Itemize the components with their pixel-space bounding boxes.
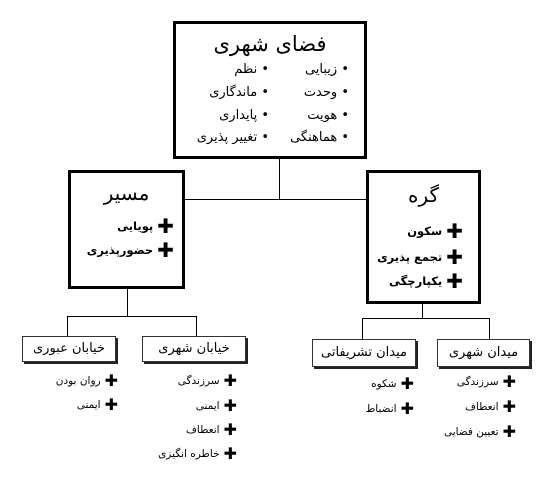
leaf-item-label: انضباط bbox=[365, 403, 397, 415]
gereh-item-row bbox=[407, 221, 463, 241]
root-item-hoviat: • هویت bbox=[307, 108, 349, 123]
connector-right-drop-1 bbox=[362, 318, 363, 339]
leaf-item-label: روان بودن bbox=[55, 375, 101, 387]
leaf-item-row bbox=[158, 446, 237, 462]
masir-title: مسیر bbox=[103, 181, 150, 205]
plus-icon: ✚ bbox=[104, 395, 118, 414]
plus-icon: ✚ bbox=[400, 374, 414, 393]
root-item-mandegari: • ماندگاری bbox=[209, 85, 269, 100]
plus-icon: ✚ bbox=[502, 422, 516, 441]
leaf-item-label: خاطره انگیزی bbox=[158, 448, 220, 460]
connector-masir-down bbox=[127, 289, 128, 316]
plus-icon: ✚ bbox=[157, 238, 174, 262]
leaf-item-row bbox=[366, 401, 414, 417]
leaf-box-khiaban-shahri bbox=[142, 336, 246, 362]
plus-icon: ✚ bbox=[223, 396, 237, 415]
leaf-item-label: تعیین فضایی bbox=[443, 426, 499, 438]
leaf-item-label: ایمنی bbox=[76, 399, 101, 411]
leaf-item-row bbox=[178, 373, 237, 389]
gereh-box bbox=[366, 170, 481, 304]
leaf-item-row bbox=[77, 397, 118, 413]
leaf-item-label: ایمنی bbox=[195, 400, 220, 412]
connector-right-drop-2 bbox=[489, 318, 490, 339]
gereh-item-row bbox=[389, 271, 463, 291]
connector-right-horizontal bbox=[362, 318, 489, 319]
plus-icon: ✚ bbox=[223, 444, 237, 463]
root-item-paydari: • پایداری bbox=[219, 108, 269, 123]
leaf-item-row bbox=[186, 422, 237, 438]
leaf-item-row bbox=[371, 376, 414, 392]
leaf-item-row bbox=[457, 374, 516, 390]
plus-icon: ✚ bbox=[446, 219, 463, 243]
masir-item-label: حضورپذیری bbox=[86, 243, 154, 257]
root-title: فضای شهری bbox=[213, 32, 327, 56]
root-item-vahdat: • وحدت bbox=[303, 85, 349, 100]
leaf-title: خیابان عبوری bbox=[32, 341, 106, 356]
connector-gereh-down bbox=[422, 304, 423, 318]
leaf-item-row bbox=[196, 398, 237, 414]
root-box-urban-space bbox=[173, 21, 367, 159]
connector-left-drop-1 bbox=[67, 316, 68, 336]
plus-icon: ✚ bbox=[223, 371, 237, 390]
connector-left-horizontal bbox=[67, 316, 196, 317]
gereh-item-label: یکپارچگی bbox=[388, 274, 443, 288]
leaf-item-label: سرزندگی bbox=[177, 375, 220, 387]
masir-item-row bbox=[117, 216, 174, 236]
leaf-item-label: انعطاف bbox=[185, 424, 220, 436]
plus-icon: ✚ bbox=[223, 420, 237, 439]
leaf-item-row bbox=[444, 424, 516, 440]
plus-icon: ✚ bbox=[446, 245, 463, 269]
leaf-item-row bbox=[56, 373, 118, 389]
leaf-box-meydan-tashrifati bbox=[312, 339, 416, 367]
leaf-title: خیابان شهری bbox=[158, 341, 230, 356]
root-item-taghir-paziri: • تغییر پذیری bbox=[196, 130, 269, 145]
plus-icon: ✚ bbox=[400, 399, 414, 418]
plus-icon: ✚ bbox=[502, 372, 516, 391]
gereh-title: گره bbox=[407, 183, 440, 207]
plus-icon: ✚ bbox=[446, 269, 463, 293]
root-item-zibayi: • زیبایی bbox=[304, 62, 349, 77]
leaf-box-khiaban-oboori bbox=[22, 336, 116, 362]
connector-root-down bbox=[279, 159, 280, 200]
leaf-item-row bbox=[465, 399, 516, 415]
leaf-item-label: شکوه bbox=[371, 378, 397, 390]
root-item-nazm: • نظم bbox=[234, 62, 269, 77]
masir-item-label: پویایی bbox=[117, 219, 154, 233]
leaf-title: میدان تشریفاتی bbox=[321, 345, 407, 360]
masir-item-row bbox=[87, 240, 174, 260]
plus-icon: ✚ bbox=[502, 397, 516, 416]
gereh-item-label: سکون bbox=[407, 224, 443, 238]
leaf-box-meydan-shahri bbox=[437, 339, 530, 367]
connector-mid-horizontal bbox=[185, 199, 367, 200]
gereh-item-row bbox=[377, 247, 463, 267]
connector-left-drop-2 bbox=[196, 316, 197, 336]
leaf-item-label: سرزندگی bbox=[456, 376, 499, 388]
root-item-hamahangi: • هماهنگی bbox=[290, 130, 349, 145]
plus-icon: ✚ bbox=[104, 371, 118, 390]
leaf-title: میدان شهری bbox=[448, 345, 519, 360]
plus-icon: ✚ bbox=[157, 214, 174, 238]
masir-box bbox=[68, 170, 185, 289]
gereh-item-label: تجمع پذیری bbox=[377, 250, 443, 264]
leaf-item-label: انعطاف bbox=[464, 401, 499, 413]
